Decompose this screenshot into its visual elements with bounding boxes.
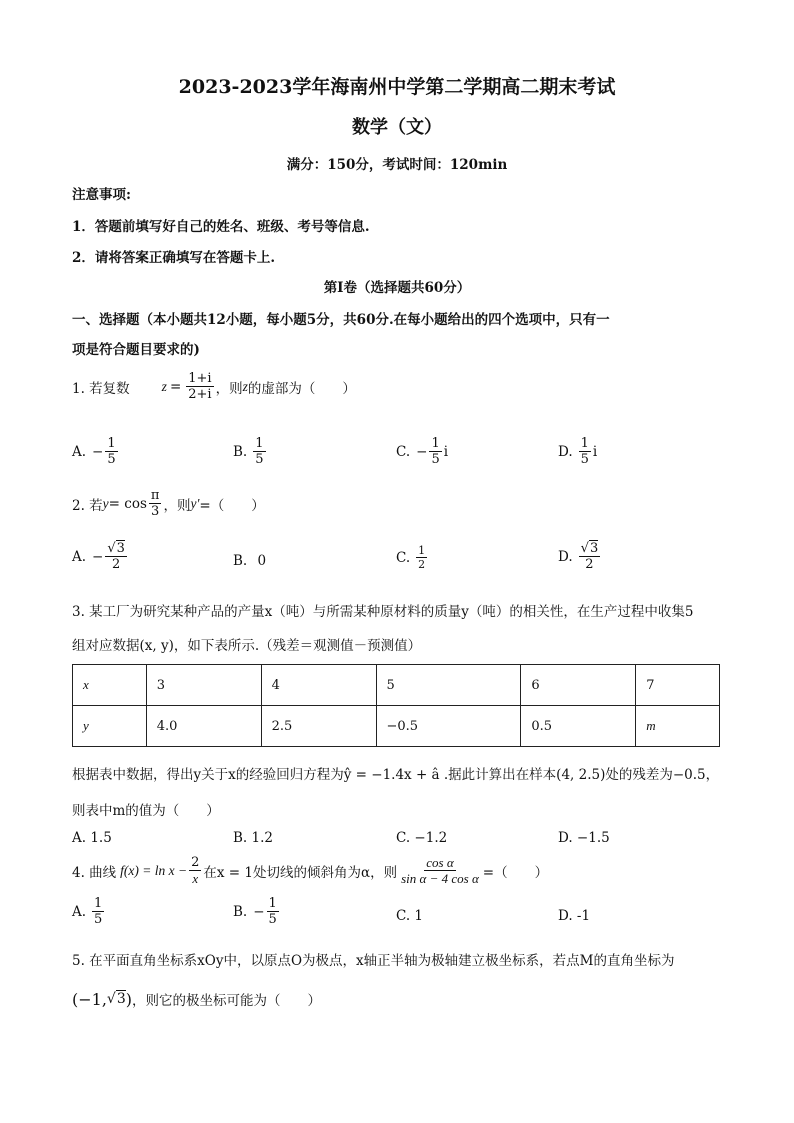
exam-meta: 满分：150分，考试时间：120min xyxy=(286,157,508,173)
q4-f-den: x xyxy=(192,871,199,886)
question-3: 3. 某工厂为研究某种产品的产量x（吨）与所需某种原材料的质量y（吨）的相关性，在生产过程中收集5 xyxy=(72,604,694,620)
table-cell: y xyxy=(73,706,147,747)
question-3-cont: 根据表中数据，得出y关于x的经验回归方程为ŷ = −1.4x + â .据此计算出在样本(4, 2.5)处的残差为−0.5， xyxy=(72,767,720,783)
option-num: 1 xyxy=(580,436,589,451)
q1-option-a[interactable] xyxy=(72,437,120,466)
question-3-cont: 组对应数据(x, y)，如下表所示.（残差＝观测值－预测值） xyxy=(72,638,422,654)
q4-fx: f(x) = ln x − xyxy=(120,862,188,878)
q5-coord-sqrt: √3 xyxy=(106,991,126,1007)
table-cell: 4.0 xyxy=(146,706,261,747)
q1-option-b[interactable] xyxy=(233,437,268,466)
option-imag: i xyxy=(592,443,598,460)
q1-frac-num: 1+i xyxy=(188,371,212,386)
q2-eq: = cos xyxy=(108,495,147,512)
q2-option-b[interactable] xyxy=(233,553,266,569)
table-row xyxy=(73,706,720,747)
q4-option-b[interactable] xyxy=(233,897,281,926)
option-den: 5 xyxy=(107,452,116,467)
q2-mid: ，则 xyxy=(163,497,191,514)
option-sign: − xyxy=(92,443,104,460)
section-instructions: 一、选择题（本小题共12小题，每小题5分，共60分.在每小题给出的四个选项中，只有一 xyxy=(72,312,610,328)
q2-yprime: y′ xyxy=(190,495,200,511)
table-row xyxy=(73,665,720,706)
option-den: 5 xyxy=(580,452,589,467)
q1-prefix: 1. 若复数 xyxy=(72,380,130,397)
option-root: 3 xyxy=(116,541,125,556)
q4-frac-trig xyxy=(399,856,481,885)
q2-fraction xyxy=(149,489,162,518)
option-den: 5 xyxy=(94,912,103,927)
option-den: 2 xyxy=(418,558,426,571)
q4-f-num: 2 xyxy=(191,855,200,870)
q2-frac-den: 3 xyxy=(151,504,160,519)
q1-fraction xyxy=(186,372,213,401)
q4-option-a[interactable] xyxy=(72,897,106,926)
q1-option-d[interactable] xyxy=(558,437,597,466)
option-label: A. xyxy=(72,903,87,920)
option-num: 1 xyxy=(107,436,116,451)
table-cell: −0.5 xyxy=(376,706,521,747)
table-cell: 2.5 xyxy=(261,706,376,747)
table-cell: x xyxy=(73,665,147,706)
q1-suffix-a: ，则 xyxy=(215,380,243,397)
option-label: A. xyxy=(72,443,87,460)
option-num: 1 xyxy=(431,436,440,451)
option-label: D. xyxy=(558,443,573,460)
section-title: 第I卷（选择题共60分） xyxy=(323,280,471,296)
option-den: 2 xyxy=(585,557,594,572)
table-cell: 5 xyxy=(376,665,521,706)
question-5-cont xyxy=(72,989,321,1009)
q4-prefix: 4. 曲线 xyxy=(72,864,117,881)
q4-mid: 在x = 1处切线的倾斜角为α，则 xyxy=(203,864,398,881)
notes-heading: 注意事项: xyxy=(72,187,131,203)
q3-option-c[interactable]: C. −1.2 xyxy=(396,830,448,846)
q4-t-den: sin α − 4 cos α xyxy=(401,871,479,886)
option-label: C. xyxy=(396,443,411,460)
q2-option-a[interactable]: A. − $\frac{√3}{2}$ xyxy=(72,541,125,572)
option-num: 1 xyxy=(255,436,264,451)
q4-option-c[interactable]: C. 1 xyxy=(396,908,424,924)
option-num: 1 xyxy=(94,896,103,911)
option-sign: − xyxy=(253,903,265,920)
table-cell: m xyxy=(636,706,720,747)
option-root: 3 xyxy=(589,541,599,556)
exam-title: 2023-2023学年海南州中学第二学期高二期末考试 xyxy=(178,76,616,98)
q5-coord-open: (−1, xyxy=(72,989,107,1009)
q5-coord-close: ) xyxy=(125,989,133,1009)
data-table xyxy=(72,664,720,747)
question-1 xyxy=(72,372,356,401)
option-den: 2 xyxy=(112,557,121,572)
table-cell: 7 xyxy=(636,665,720,706)
table-cell: 4 xyxy=(261,665,376,706)
option-label: B. xyxy=(233,443,248,460)
option-label: B. xyxy=(233,903,248,920)
q5-coord-root: 3 xyxy=(116,991,126,1007)
question-4 xyxy=(72,856,548,885)
option-num: 1 xyxy=(418,544,426,557)
q3-option-b[interactable]: B. 1.2 xyxy=(233,830,273,846)
q1-eq: = xyxy=(169,378,182,395)
q1-z: z xyxy=(161,378,167,394)
table-cell: 3 xyxy=(146,665,261,706)
option-den: 5 xyxy=(255,452,264,467)
q5-suffix: ，则它的极坐标可能为（ ） xyxy=(132,993,322,1009)
q4-suffix: =（ ） xyxy=(482,864,549,881)
option-label: A. xyxy=(72,548,87,565)
q2-y: y xyxy=(102,495,109,511)
option-label: C. xyxy=(396,549,411,566)
q4-t-num: cos α xyxy=(426,855,454,870)
question-5: 5. 在平面直角坐标系xOy中，以原点O为极点，x轴正半轴为极轴建立极坐标系，若点M的直角坐标为 xyxy=(72,953,675,969)
q2-option-d[interactable]: D. $\frac{√3}{2}$ xyxy=(558,541,599,572)
option-label: D. xyxy=(558,548,573,565)
table-cell: 6 xyxy=(521,665,636,706)
option-sign: − xyxy=(92,548,104,565)
exam-subject: 数学（文） xyxy=(352,117,442,138)
table-cell: 0.5 xyxy=(521,706,636,747)
option-den: 5 xyxy=(268,912,277,927)
option-label: B. xyxy=(233,553,248,569)
section-instructions: 项是符合题目要求的) xyxy=(72,342,200,358)
notes-item: 1．答题前填写好自己的姓名、班级、考号等信息. xyxy=(72,219,370,235)
question-3-cont: 则表中m的值为（ ） xyxy=(72,803,220,819)
option-num: 1 xyxy=(268,896,277,911)
q2-suffix: =（ ） xyxy=(199,497,265,514)
option-value: 0 xyxy=(257,553,267,569)
q3-option-d[interactable]: D. −1.5 xyxy=(558,830,610,846)
q1-option-c[interactable] xyxy=(396,437,448,466)
q1-z-ref: z xyxy=(242,378,248,394)
question-2 xyxy=(72,489,265,518)
q4-frac-f xyxy=(189,856,201,885)
q2-option-c[interactable] xyxy=(396,545,429,570)
q4-option-d[interactable]: D. -1 xyxy=(558,908,591,924)
notes-item: 2．请将答案正确填写在答题卡上. xyxy=(72,250,276,266)
q1-suffix-b: 的虚部为（ ） xyxy=(247,380,356,397)
option-den: 5 xyxy=(431,452,440,467)
option-sign: − xyxy=(416,443,428,460)
q2-frac-num: π xyxy=(150,488,160,503)
q2-prefix: 2. 若 xyxy=(72,497,103,514)
q1-frac-den: 2+i xyxy=(188,387,212,402)
q3-option-a[interactable]: A. 1.5 xyxy=(72,830,112,846)
option-imag: i xyxy=(443,443,449,460)
